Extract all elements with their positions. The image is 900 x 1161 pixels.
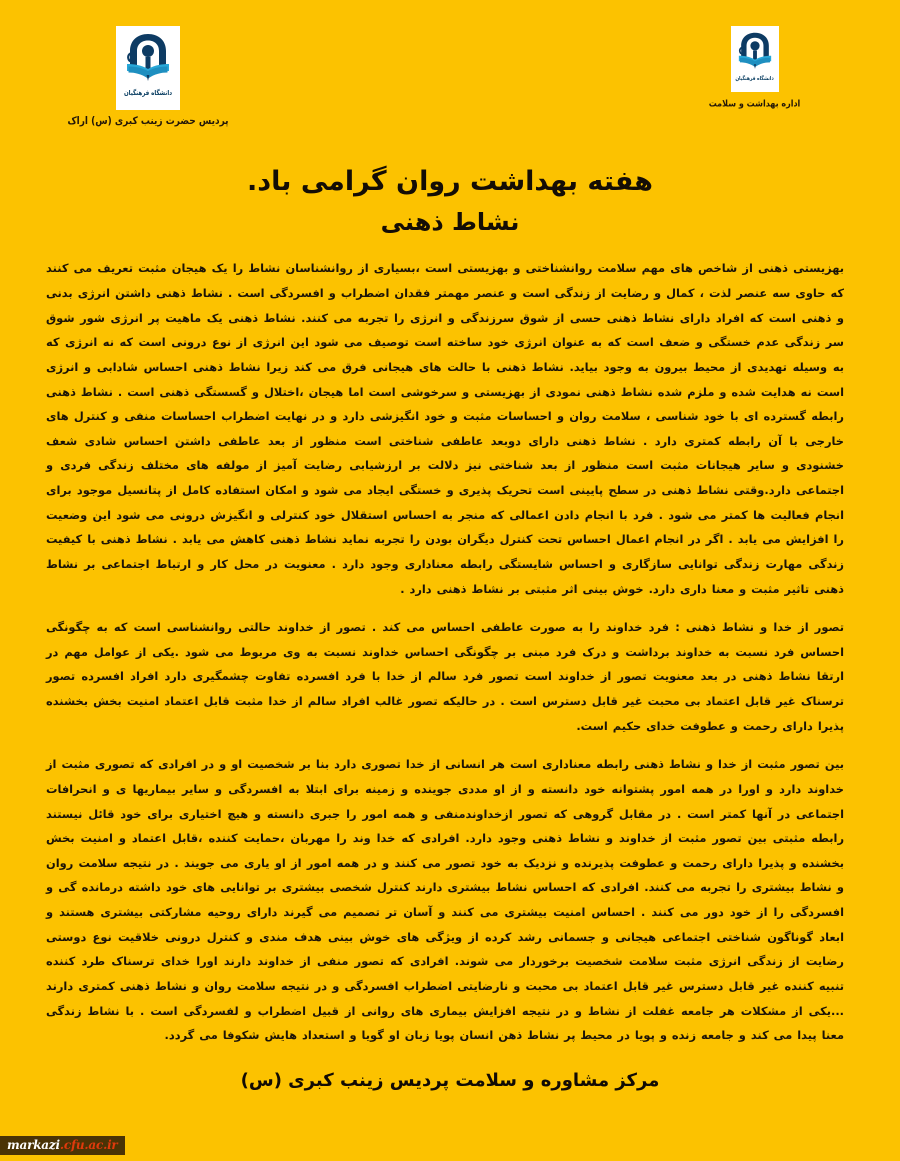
farhangian-university-logo-icon xyxy=(122,31,174,91)
article-body xyxy=(0,240,900,1047)
poster-header xyxy=(0,0,900,150)
page-title: هفته بهداشت روان گرامی باد. xyxy=(247,166,653,197)
body-paragraph-2: تصور از خدا و نشاط ذهنی : فرد خداوند را به صورت عاطفی احساس می کند . تصور از خداوند حالتی روانشناسی است که به چگونگی احساس فرد نسبت به خداوند برداشت و درک فرد مبنی بر چگونگی احساس خداوند نسبت به وی مربوط می شود .یکی از عوامل مهم در ارتقا نشاط ذهنی در بعد معنویت تصور از خداوند است تصور فرد سالم از خدا با فرد افسرده تفاوت چشمگیری دارد افراد افسرده تصور ترسناک غیر قابل اعتماد بی محبت غیر قابل دسترس است . در حالیکه تصور غالب افراد سالم از خدا مثبت قابل اعتماد امنیت بخش بخشنده پذیرا دارای رحمت و عطوفت خدای حکیم است. xyxy=(46,620,844,733)
body-paragraph-3: بین تصور مثبت از خدا و نشاط ذهنی رابطه معناداری است هر انسانی از خدا تصوری دارد بنا بر شخصیت او و در افرادی که تصوری مثبت از خداوند دارد و اورا در همه امور پشتوانه خود دانسته و از او مددی جوینده و زمینه برای ابتلا به افسردگی و سایر بیماریها ی و انحرافات اجتماعی در آنها کمتر است . در مقابل گروهی که تصور ازخداوندمنفی و همه امور را جبری دانسته و هیچ اختیاری برای خود قائل نیستند رابطه مثبتی بین تصور مثبت از خداوند و نشاط ذهنی وجود دارد. افرادی که خدا وند را مهربان ،حمایت کننده ،قابل اعتماد و امنیت بخش بخشنده و پذیرا دارای رحمت و عطوفت پذیرنده و نزدیک به خود تصور می کنند و در همه امور از او یاری می جویند . در نتیجه سلامت روان و نشاط بیشتری را تجربه می کنند. افرادی که احساس نشاط بیشتری دارند کنترل شخصی بیشتری بر توانایی های خود داشته درمانده گی و افسردگی را از خود دور می کنند . احساس امنیت بیشتری می کنند و آسان تر تصمیم می گیرند دارای روحیه مشارکتی بیشتری هستند و ابعاد گوناگون شناختی اجتماعی هیجانی و جسمانی رشد کرده از ویژگی های خوش بینی هدف مندی و کنترل درونی خلاقیت نوع دوستی رضایت از زندگی انرژی مثبت سلامت شخصیت برخوردار می شوند. افرادی که تصور منفی از خداوند دارند اورا خدای ترسناک طرد کننده تنبیه کننده غیر قابل دسترس غیر قابل اعتماد بی محبت و نارضایتی اضطراب افسردگی و در نتیجه سلامت روان و نشاط ذهنی کمتری دارند ...یکی از مشکلات هر جامعه غفلت از نشاط و در نتیجه افزایش بیماری های روانی از قبیل اضطراب و لفسردگی است . با نشاط زندگی معنا پیدا می کند و جامعه زنده و پویا در محیط پر نشاط ذهن انسان پویا زبان او گویا و استعداد هایش شکوفا می گردد. xyxy=(46,757,844,1043)
right-logo-block xyxy=(58,26,238,128)
watermark-site-name: markazi xyxy=(7,1138,60,1152)
left-logo-block xyxy=(667,26,842,109)
left-logo-wordmark: دانشگاه فرهنگیان xyxy=(735,76,774,83)
footer-organization-name: مرکز مشاوره و سلامت پردیس زینب کبری (س) xyxy=(240,1069,660,1091)
university-logo-card-right xyxy=(116,26,180,110)
page-subtitle: نشاط ذهنی xyxy=(380,208,520,237)
site-watermark xyxy=(0,1136,125,1155)
right-logo-caption: پردیس حضرت زینب کبری (س) اراک xyxy=(67,116,229,128)
right-logo-wordmark: دانشگاه فرهنگیان xyxy=(123,90,173,98)
watermark-domain: .cfu.ac.ir xyxy=(59,1138,118,1152)
poster-footer xyxy=(0,1070,900,1091)
farhangian-university-logo-icon xyxy=(735,30,775,77)
university-logo-card-left xyxy=(731,26,779,92)
left-logo-caption: اداره بهداشت و سلامت xyxy=(708,98,801,109)
title-block xyxy=(0,164,900,240)
body-paragraph-1: بهزیستی ذهنی از شاخص های مهم سلامت روانشناختی و بهزیستی است ،بسیاری از روانشناسان نشاط را یک هیجان مثبت تعریف می کنند که حاوی سه عنصر لذت ، کمال و رضایت از زندگی است و عنصر مهمتر فقدان اضطراب و افسردگی است . نشاط ذهنی داشتن انرژی بدنی و ذهنی است که افراد دارای نشاط ذهنی حسی از شوق سرزندگی و انرژی را تجربه می کنند. نشاط ذهنی یک ماهیت پر انرژی شور شوق سر زندگی عدم خستگی و ضعف است که به عنوان انرژی خود ساخته است توصیف می شود این انرژی از نوع درونی است که نه انرژی که به وسیله تهدیدی از محیط بیرون به وجود بیاید. نشاط ذهنی با حالت های هیجانی فرق می کند زیرا نشاط ذهنی احساس شادابی و انرژی است نه هدایت شده و ملزم شده نشاط ذهنی نمودی از بهزیستی و سرخوشی است اما هیجان ،اختلال و گسستگی ذهنی است . نشاط ذهنی رابطه گسترده ای با خود شناسی ، سلامت روان و احساسات مثبت و خود انگیزشی دارد و در نهایت اضطراب احساسات منفی و کنترل های خارجی با آن رابطه کمتری دارد . نشاط ذهنی دارای دوبعد عاطفی شناختی است منظور از بعد عاطفی داشتن احساس شادی شعف خشنودی و سایر هیجانات مثبت است منظور از بعد شناختی نیز دلالت بر ارزشیابی رضایت آمیز از مولفه های مختلف زندگی فردی و اجتماعی دارد.وقتی نشاط ذهنی در سطح پایینی است تحریک پذیری و خستگی ایجاد می شود و امکان استفاده کامل از پتانسیل موجود برای انجام فعالیت ها کمتر می شود . فرد با انجام دادن اعمالی که منجر به احساس استقلال خود کنترلی و انگیزش درونی می شود این وضعیت را افزایش می یابد . اگر در انجام اعمال احساس تحت کنترل دیگران بودن را تجربه نماید نشاط ذهنی کاهش می یابد . نشاط ذهنی با کیفیت زندگی مهارت زندگی توانایی سازگاری و احساس شایستگی رابطه معناداری وجود دارد . معنویت در محل کار و ارتباط اجتماعی بر نشاط ذهنی تاثیر مثبت و معنا داری دارد. خوش بینی اثر مثبتی بر نشاط ذهنی دارد . xyxy=(46,261,844,596)
